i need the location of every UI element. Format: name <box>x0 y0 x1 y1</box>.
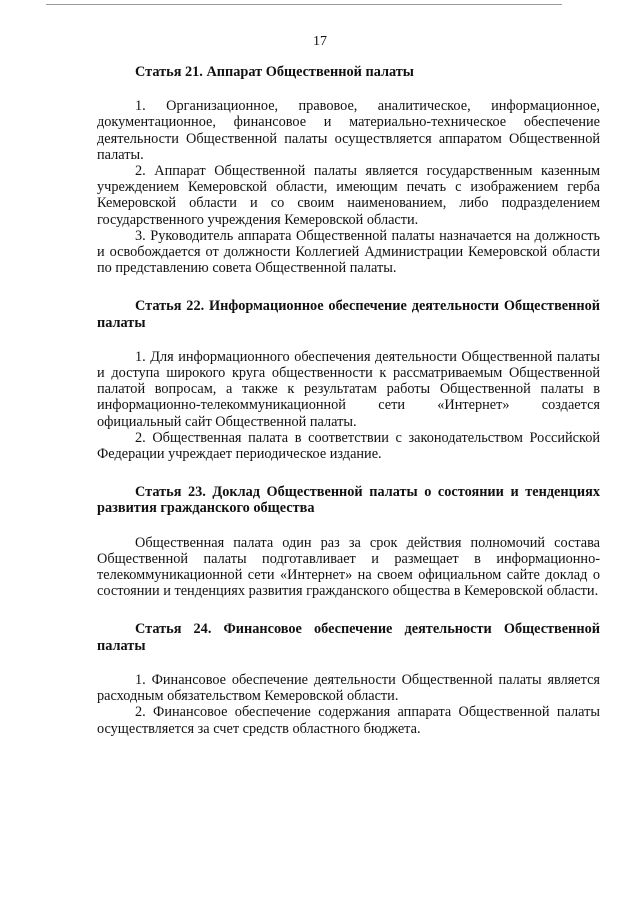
article-21-heading: Статья 21. Аппарат Общественной палаты <box>135 64 414 80</box>
article-22-heading: Статья 22. Информационное обеспечение деятельности Общественной палаты <box>97 298 600 331</box>
article-23-heading: Статья 23. Доклад Общественной палаты о состоянии и тенденциях развития гражданского общества <box>97 484 600 517</box>
page-number: 17 <box>313 34 327 49</box>
article-22-paragraph-1: 1. Для информационного обеспечения деятельности Общественной палаты и доступа широкого круга общественности к рассматриваемым Общественной палатой вопросам, а также к результатам работы Общественной палаты в информационно-телекоммуникационной сети «Интернет» создается официальный сайт Общественной палаты. <box>97 348 600 430</box>
top-divider-line <box>46 4 562 5</box>
article-24-paragraph-2: 2. Финансовое обеспечение содержания аппарата Общественной палаты осуществляется за счет средств областного бюджета. <box>97 704 600 737</box>
article-21-paragraph-1: 1. Организационное, правовое, аналитическое, информационное, документационное, финансовое и материально-техническое обеспечение деятельности Общественной палаты осуществляется аппаратом Общественной палаты. <box>97 98 600 163</box>
article-24 <box>97 621 600 736</box>
article-21-paragraph-3: 3. Руководитель аппарата Общественной палаты назначается на должность и освобождается от должности Коллегией Администрации Кемеровской области по представлению совета Общественной палаты. <box>97 227 600 277</box>
article-22 <box>97 298 600 462</box>
article-23-paragraph-1: Общественная палата один раз за срок действия полномочий состава Общественной палаты подготавливает и размещает в информационно-телекоммуникационной сети «Интернет» на своем официальном сайте доклад о состоянии и тенденциях развития гражданского общества в Кемеровской области. <box>97 534 600 600</box>
article-24-heading: Статья 24. Финансовое обеспечение деятельности Общественной палаты <box>97 621 600 654</box>
article-22-paragraph-2: 2. Общественная палата в соответствии с законодательством Российской Федерации учреждает периодическое издание. <box>97 429 600 463</box>
article-23 <box>97 484 600 599</box>
article-24-paragraph-1: 1. Финансовое обеспечение деятельности Общественной палаты является расходным обязательством Кемеровской области. <box>97 671 600 705</box>
article-21-paragraph-2: 2. Аппарат Общественной палаты является государственным казенным учреждением Кемеровской области, имеющим печать с изображением герба Кемеровской области и со своим наименованием, либо подразделением государственного учреждения Кемеровской области. <box>97 163 600 228</box>
document-body <box>97 64 600 737</box>
article-21 <box>97 64 600 276</box>
